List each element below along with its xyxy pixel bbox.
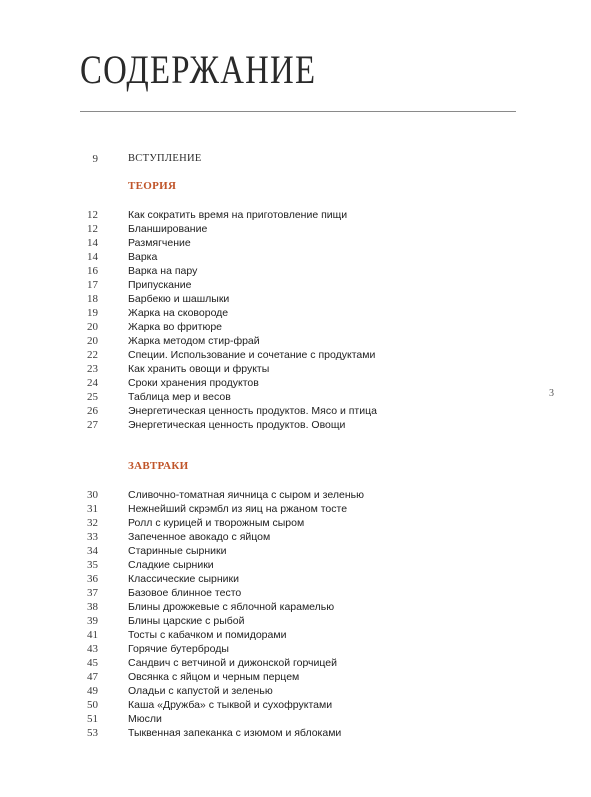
toc-entry[interactable] bbox=[0, 404, 591, 418]
toc-entry[interactable] bbox=[0, 530, 591, 544]
toc-entry[interactable] bbox=[0, 726, 591, 740]
toc-entry-title: Сладкие сырники bbox=[128, 559, 214, 571]
toc-entry-title: Жарка на сковороде bbox=[128, 307, 229, 319]
toc-entry-title: ВСТУПЛЕНИЕ bbox=[128, 153, 202, 164]
toc-entry-title: Мюсли bbox=[128, 713, 162, 725]
toc-entry[interactable] bbox=[0, 250, 591, 264]
toc-page-number: 35 bbox=[87, 559, 98, 571]
toc-page-number: 18 bbox=[87, 293, 98, 305]
toc-page-number: 50 bbox=[87, 699, 98, 711]
toc-page-number: 14 bbox=[87, 237, 98, 249]
toc-entry-title: Бланширование bbox=[128, 223, 208, 235]
toc-entry-title: Энергетическая ценность продуктов. Мясо и птица bbox=[128, 405, 377, 417]
toc-page-number: 14 bbox=[87, 251, 98, 263]
toc-entry[interactable] bbox=[0, 376, 591, 390]
toc-entry[interactable] bbox=[0, 544, 591, 558]
toc-entry-title: Овсянка с яйцом и черным перцем bbox=[128, 671, 300, 683]
toc-entry-title: Горячие бутерброды bbox=[128, 643, 229, 655]
toc-entry-title: Жарка методом стир-фрай bbox=[128, 335, 260, 347]
toc-entry[interactable] bbox=[0, 670, 591, 684]
toc-page-number: 16 bbox=[87, 265, 98, 277]
toc-page-number: 37 bbox=[87, 587, 98, 599]
toc-entry-title: Размягчение bbox=[128, 237, 191, 249]
toc-entry[interactable] bbox=[0, 698, 591, 712]
toc-page-number: 47 bbox=[87, 671, 98, 683]
toc-entry[interactable] bbox=[0, 236, 591, 250]
toc-entry[interactable] bbox=[0, 600, 591, 614]
toc-entry-title: Как сократить время на приготовление пищи bbox=[128, 209, 348, 221]
toc-entry[interactable] bbox=[0, 502, 591, 516]
toc-entry[interactable] bbox=[0, 516, 591, 530]
toc-entry[interactable] bbox=[0, 684, 591, 698]
toc-entry[interactable] bbox=[0, 572, 591, 586]
toc-entry-title: Тосты с кабачком и помидорами bbox=[128, 629, 287, 641]
toc-entry-title: Блины царские с рыбой bbox=[128, 615, 245, 627]
toc-entry[interactable] bbox=[0, 362, 591, 376]
toc-page-number: 32 bbox=[87, 517, 98, 529]
title-divider bbox=[80, 111, 516, 112]
toc-page-number: 20 bbox=[87, 335, 98, 347]
toc-page-number: 23 bbox=[87, 363, 98, 375]
toc-page-number: 12 bbox=[87, 209, 98, 221]
toc-page-number: 12 bbox=[87, 223, 98, 235]
toc-page-number: 41 bbox=[87, 629, 98, 641]
toc-page-number: 30 bbox=[87, 489, 98, 501]
section-heading-breakfasts: ЗАВТРАКИ bbox=[128, 460, 189, 472]
toc-entry[interactable] bbox=[0, 418, 591, 432]
toc-page-number: 26 bbox=[87, 405, 98, 417]
toc-page-number: 34 bbox=[87, 545, 98, 557]
toc-page-number: 38 bbox=[87, 601, 98, 613]
toc-entry-title: Барбекю и шашлыки bbox=[128, 293, 230, 305]
toc-page-number: 27 bbox=[87, 419, 98, 431]
toc-page-number: 51 bbox=[87, 713, 98, 725]
toc-page-number: 43 bbox=[87, 643, 98, 655]
toc-entry[interactable] bbox=[0, 558, 591, 572]
toc-entry-title: Таблица мер и весов bbox=[128, 391, 231, 403]
toc-entry[interactable] bbox=[0, 278, 591, 292]
toc-entry[interactable] bbox=[0, 642, 591, 656]
toc-page-number: 22 bbox=[87, 349, 98, 361]
toc-page-number: 45 bbox=[87, 657, 98, 669]
toc-entry-title: Тыквенная запеканка с изюмом и яблоками bbox=[128, 727, 342, 739]
toc-page-number: 53 bbox=[87, 727, 98, 739]
toc-entry[interactable] bbox=[0, 292, 591, 306]
toc-entry[interactable] bbox=[0, 586, 591, 600]
toc-page-number: 31 bbox=[87, 503, 98, 515]
toc-entry-title: Жарка во фритюре bbox=[128, 321, 222, 333]
toc-entry[interactable] bbox=[0, 614, 591, 628]
toc-entry-title: Варка на пару bbox=[128, 265, 198, 277]
toc-entry-title: Специи. Использование и сочетание с продуктами bbox=[128, 349, 376, 361]
toc-page-number: 17 bbox=[87, 279, 98, 291]
toc-entry-title: Сандвич с ветчиной и дижонской горчицей bbox=[128, 657, 337, 669]
toc-entry[interactable] bbox=[0, 712, 591, 726]
toc-entry[interactable] bbox=[0, 264, 591, 278]
toc-entry-title: Варка bbox=[128, 251, 158, 263]
toc-page-number: 24 bbox=[87, 377, 98, 389]
toc-entry-title: Сливочно-томатная яичница с сыром и зеленью bbox=[128, 489, 364, 501]
toc-entry[interactable] bbox=[0, 348, 591, 362]
toc-entry[interactable] bbox=[0, 320, 591, 334]
toc-page-number: 49 bbox=[87, 685, 98, 697]
toc-page-number: 39 bbox=[87, 615, 98, 627]
toc-entry-title: Запеченное авокадо с яйцом bbox=[128, 531, 271, 543]
toc-entry[interactable] bbox=[0, 628, 591, 642]
toc-entry[interactable] bbox=[0, 222, 591, 236]
toc-entry[interactable] bbox=[0, 390, 591, 404]
toc-entry-intro[interactable] bbox=[0, 152, 591, 166]
toc-page-number: 36 bbox=[87, 573, 98, 585]
toc-page-number: 20 bbox=[87, 321, 98, 333]
toc-entry-title: Блины дрожжевые с яблочной карамелью bbox=[128, 601, 335, 613]
toc-page-number: 9 bbox=[92, 153, 98, 165]
toc-entry-title: Как хранить овощи и фрукты bbox=[128, 363, 270, 375]
toc-entry[interactable] bbox=[0, 334, 591, 348]
page-title: СОДЕРЖАНИЕ bbox=[80, 47, 317, 92]
toc-entry-title: Ролл с курицей и творожным сыром bbox=[128, 517, 305, 529]
page-folio-number: 3 bbox=[549, 388, 554, 399]
toc-entry-title: Энергетическая ценность продуктов. Овощи bbox=[128, 419, 346, 431]
toc-entry-title: Припускание bbox=[128, 279, 192, 291]
toc-entry[interactable] bbox=[0, 306, 591, 320]
toc-entry-title: Нежнейший скрэмбл из яиц на ржаном тосте bbox=[128, 503, 348, 515]
toc-entry-title: Классические сырники bbox=[128, 573, 239, 585]
toc-page-number: 33 bbox=[87, 531, 98, 543]
toc-page-number: 19 bbox=[87, 307, 98, 319]
toc-entry-title: Каша «Дружба» с тыквой и сухофруктами bbox=[128, 699, 333, 711]
toc-entry[interactable] bbox=[0, 208, 591, 222]
toc-entry[interactable] bbox=[0, 656, 591, 670]
toc-entry-title: Старинные сырники bbox=[128, 545, 227, 557]
section-heading-theory: ТЕОРИЯ bbox=[128, 180, 177, 192]
toc-entry[interactable] bbox=[0, 488, 591, 502]
toc-entry-title: Сроки хранения продуктов bbox=[128, 377, 259, 389]
toc-entry-title: Базовое блинное тесто bbox=[128, 587, 242, 599]
toc-page-number: 25 bbox=[87, 391, 98, 403]
toc-entry-title: Оладьи с капустой и зеленью bbox=[128, 685, 273, 697]
